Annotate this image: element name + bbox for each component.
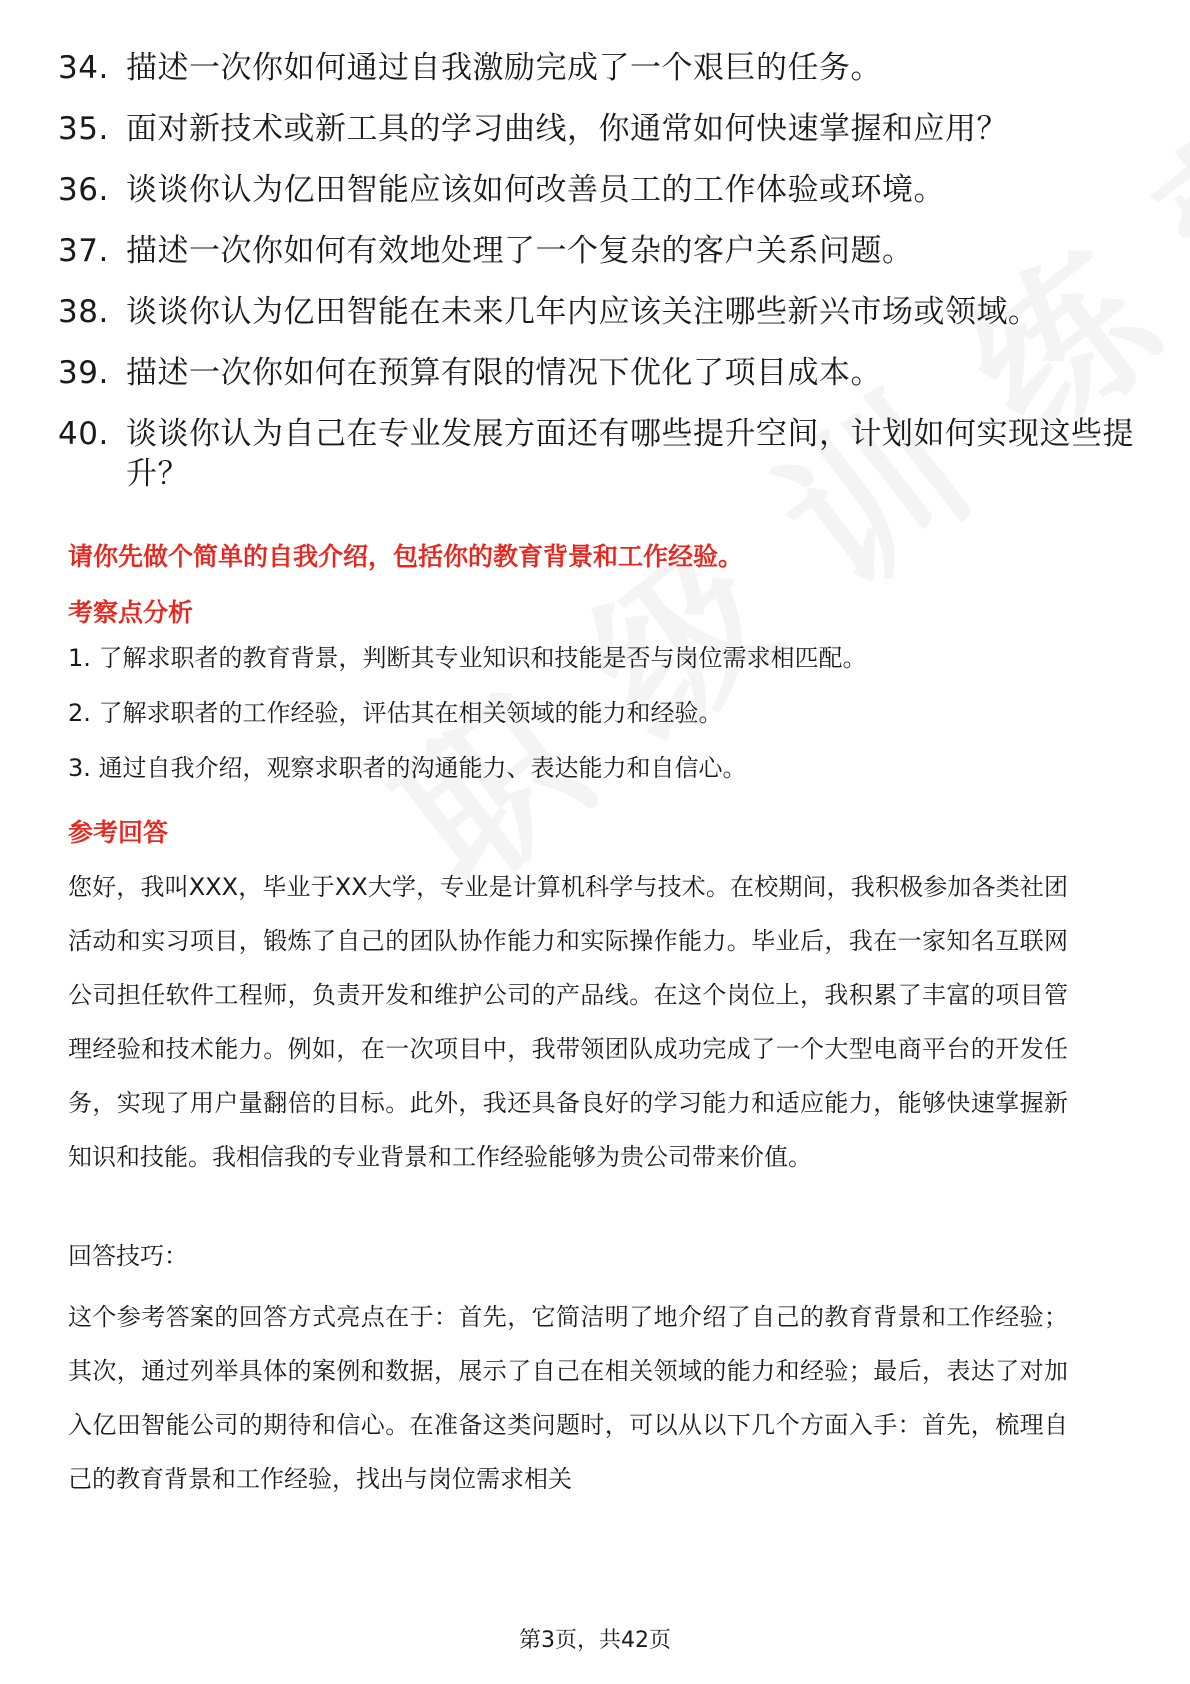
- analysis-item: 2. 了解求职者的工作经验，评估其在相关领域的能力和经验。: [68, 699, 723, 727]
- question-text: 谈谈你认为亿田智能应该如何改善员工的工作体验或环境。: [126, 172, 945, 208]
- question-number: 38.: [58, 294, 109, 330]
- question-item: [58, 292, 1138, 332]
- analysis-item: 1. 了解求职者的教育背景，判断其专业知识和技能是否与岗位需求相匹配。: [68, 644, 867, 672]
- tips-label: 回答技巧：: [68, 1242, 188, 1270]
- question-item: [58, 109, 1138, 149]
- question-number: 36.: [58, 172, 109, 208]
- question-text: 面对新技术或新工具的学习曲线，你通常如何快速掌握和应用？: [126, 111, 1008, 147]
- question-text: 谈谈你认为自己在专业发展方面还有哪些提升空间，计划如何实现这些提升？: [126, 416, 1134, 492]
- question-number: 39.: [58, 355, 109, 391]
- question-item: [58, 231, 1138, 271]
- tips-body: 这个参考答案的回答方式亮点在于：首先，它简洁明了地介绍了自己的教育背景和工作经验；其次，通过列举具体的案例和数据，展示了自己在相关领域的能力和经验；最后，表达了对加入亿田智能公司的期待和信心。在准备这类问题时，可以从以下几个方面入手：首先，梳理自己的教育背景和工作经验，找出与岗位需求相关: [68, 1303, 1068, 1493]
- question-number: 34.: [58, 50, 109, 86]
- question-item: [58, 353, 1138, 393]
- question-item: [58, 414, 1138, 494]
- analysis-list: [68, 640, 1128, 805]
- question-text: 描述一次你如何有效地处理了一个复杂的客户关系问题。: [126, 233, 914, 269]
- answer-heading: 参考回答: [68, 818, 169, 847]
- main-question-title: 请你先做个简单的自我介绍，包括你的教育背景和工作经验。: [68, 542, 744, 571]
- question-number: 37.: [58, 233, 109, 269]
- question-number: 40.: [58, 416, 109, 452]
- question-number: 35.: [58, 111, 109, 147]
- question-list: [58, 48, 1138, 515]
- analysis-heading: 考察点分析: [68, 598, 194, 627]
- question-text: 描述一次你如何通过自我激励完成了一个艰巨的任务。: [126, 50, 882, 86]
- question-text: 描述一次你如何在预算有限的情况下优化了项目成本。: [126, 355, 882, 391]
- question-text: 谈谈你认为亿田智能在未来几年内应该关注哪些新兴市场或领域。: [126, 294, 1040, 330]
- analysis-item: 3. 通过自我介绍，观察求职者的沟通能力、表达能力和自信心。: [68, 754, 747, 782]
- page-number: 第3页，共42页: [519, 1628, 671, 1653]
- question-item: [58, 48, 1138, 88]
- question-item: [58, 170, 1138, 210]
- answer-body: 您好，我叫XXX，毕业于XX大学，专业是计算机科学与技术。在校期间，我积极参加各类社团活动和实习项目，锻炼了自己的团队协作能力和实际操作能力。毕业后，我在一家知名互联网公司担任软件工程师，负责开发和维护公司的产品线。在这个岗位上，我积累了丰富的项目管理经验和技术能力。例如，在一次项目中，我带领团队成功完成了一个大型电商平台的开发任务，实现了用户量翻倍的目标。此外，我还具备良好的学习能力和适应能力，能够快速掌握新知识和技能。我相信我的专业背景和工作经验能够为贵公司带来价值。: [68, 873, 1068, 1171]
